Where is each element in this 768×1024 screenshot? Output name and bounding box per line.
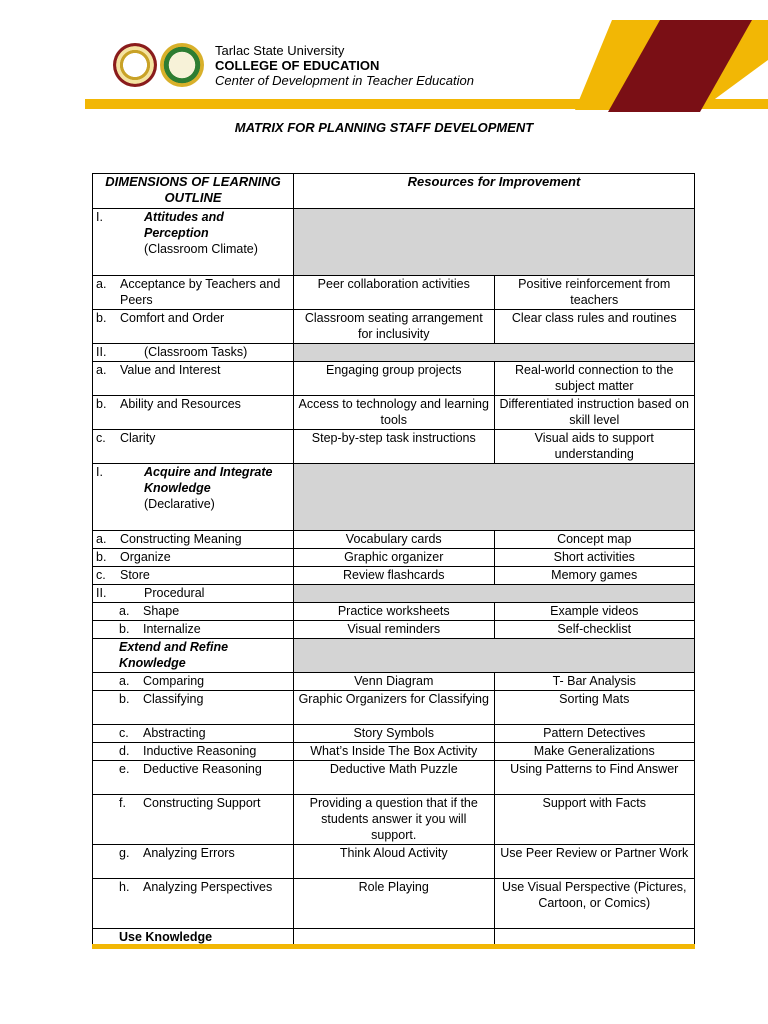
- row-letter: b.: [119, 692, 130, 706]
- resource-cell-2: Use Visual Perspective (Pictures, Cartoon, or Comics): [494, 879, 695, 929]
- resource-cell-1: Access to technology and learning tools: [294, 396, 495, 430]
- table-row: [93, 621, 695, 639]
- resource-cell-2: Short activities: [494, 549, 695, 567]
- header-dimensions: DIMENSIONS OF LEARNING OUTLINE: [93, 174, 294, 209]
- row-letter: b.: [96, 311, 107, 325]
- dimension-cell: [93, 209, 294, 276]
- table-row: [93, 673, 695, 691]
- dimension-cell: [93, 621, 294, 639]
- university-name: Tarlac State University: [215, 43, 345, 58]
- dimension-cell: [93, 549, 294, 567]
- resource-cell-1: Peer collaboration activities: [294, 276, 495, 310]
- table-row: [93, 396, 695, 430]
- row-letter: a.: [119, 674, 130, 688]
- item-label: Classifying: [143, 692, 204, 706]
- table-row: [93, 430, 695, 464]
- resource-cell-2: Sorting Mats: [494, 691, 695, 725]
- resource-cell-2: Real-world connection to the subject matter: [494, 362, 695, 396]
- section-text: [144, 209, 290, 257]
- resource-cell-1: Practice worksheets: [294, 603, 495, 621]
- resource-cell-2: Use Peer Review or Partner Work: [494, 845, 695, 879]
- resource-cell-1: Role Playing: [294, 879, 495, 929]
- resource-cell-2: Support with Facts: [494, 795, 695, 845]
- planning-matrix-table: [92, 173, 695, 947]
- table-row: [93, 531, 695, 549]
- dimension-cell: [93, 585, 294, 603]
- resource-cell-1: Step-by-step task instructions: [294, 430, 495, 464]
- resource-cell-1: Graphic organizer: [294, 549, 495, 567]
- table-row: [93, 310, 695, 344]
- dimension-label: [96, 725, 290, 741]
- section-title: Procedural: [144, 586, 205, 600]
- dimension-cell: [93, 396, 294, 430]
- dimension-cell: [93, 639, 294, 673]
- table-row: [93, 639, 695, 673]
- row-letter: II.: [96, 345, 107, 359]
- item-label: Comfort and Order: [120, 311, 225, 325]
- row-letter: c.: [96, 568, 106, 582]
- shaded-cell: [294, 639, 695, 673]
- section-heading: Extend and Refine Knowledge: [119, 640, 229, 670]
- row-letter: b.: [119, 622, 130, 636]
- dimension-label: [96, 549, 290, 565]
- resource-cell-1: Visual reminders: [294, 621, 495, 639]
- resource-cell-2: Visual aids to support understanding: [494, 430, 695, 464]
- dimension-cell: [93, 430, 294, 464]
- college-name: COLLEGE OF EDUCATION: [215, 58, 380, 73]
- table-row: [93, 549, 695, 567]
- dimension-label: [96, 691, 290, 707]
- section-subtitle: (Classroom Climate): [144, 242, 258, 256]
- college-seal-logo: [160, 43, 204, 87]
- shaded-cell: [294, 464, 695, 531]
- dimension-cell: [93, 761, 294, 795]
- resource-cell-1: Deductive Math Puzzle: [294, 761, 495, 795]
- resource-cell-2: Using Patterns to Find Answer: [494, 761, 695, 795]
- item-label: Ability and Resources: [120, 397, 241, 411]
- table-row: [93, 691, 695, 725]
- resource-cell-2: Concept map: [494, 531, 695, 549]
- header-resources: Resources for Improvement: [294, 174, 695, 209]
- dimension-label: [96, 603, 290, 619]
- table-row: [93, 761, 695, 795]
- item-label: Analyzing Perspectives: [143, 880, 273, 894]
- center-name: Center of Development in Teacher Education: [215, 73, 474, 88]
- item-label: Organize: [120, 550, 171, 564]
- item-label: Deductive Reasoning: [143, 762, 262, 776]
- dimension-label: [96, 879, 290, 895]
- item-label: Acceptance by Teachers and Peers: [120, 277, 281, 307]
- dimension-cell: [93, 673, 294, 691]
- dimension-cell: [93, 567, 294, 585]
- dimension-label: [96, 430, 290, 446]
- tsu-seal-logo: [113, 43, 157, 87]
- dimension-cell: [93, 362, 294, 396]
- dimension-label: [96, 344, 290, 360]
- row-letter: g.: [119, 846, 130, 860]
- dimension-label: [96, 464, 290, 512]
- dimension-label: [96, 396, 290, 412]
- dimension-cell: [93, 310, 294, 344]
- dimension-cell: [93, 603, 294, 621]
- row-letter: a.: [96, 277, 107, 291]
- resource-cell-1: Story Symbols: [294, 725, 495, 743]
- dimension-label: [96, 845, 290, 861]
- resource-cell-1: Providing a question that if the students answer it you will support.: [294, 795, 495, 845]
- resource-cell-1: Graphic Organizers for Classifying: [294, 691, 495, 725]
- table-row: [93, 276, 695, 310]
- dimension-label: [96, 531, 290, 547]
- section-subtitle: (Declarative): [144, 497, 215, 511]
- resource-cell-2: T- Bar Analysis: [494, 673, 695, 691]
- page-header: [0, 0, 768, 115]
- row-letter: h.: [119, 880, 130, 894]
- dimension-cell: [93, 845, 294, 879]
- section-title: (Classroom Tasks): [144, 345, 248, 359]
- row-letter: I.: [96, 465, 103, 479]
- resource-cell-2: Differentiated instruction based on skill level: [494, 396, 695, 430]
- table-body: [93, 209, 695, 947]
- table-row: [93, 795, 695, 845]
- shaded-cell: [294, 209, 695, 276]
- resource-cell-2: Self-checklist: [494, 621, 695, 639]
- section-title: Acquire and Integrate Knowledge: [144, 465, 273, 495]
- item-label: Inductive Reasoning: [143, 744, 257, 758]
- footer-gold-line: [92, 944, 695, 949]
- table-row: [93, 603, 695, 621]
- item-label: Value and Interest: [120, 363, 221, 377]
- table-row: [93, 725, 695, 743]
- dimension-label: [96, 761, 290, 777]
- table-row: [93, 362, 695, 396]
- row-letter: c.: [119, 726, 129, 740]
- resource-cell-1: Review flashcards: [294, 567, 495, 585]
- resource-cell-1: Vocabulary cards: [294, 531, 495, 549]
- dimension-label: [96, 621, 290, 637]
- row-letter: a.: [96, 532, 107, 546]
- resource-cell-1: What’s Inside The Box Activity: [294, 743, 495, 761]
- dimension-cell: [93, 531, 294, 549]
- dimension-label: [96, 929, 290, 945]
- dimension-label: [96, 310, 290, 326]
- row-letter: a.: [96, 363, 107, 377]
- document-title: MATRIX FOR PLANNING STAFF DEVELOPMENT: [234, 120, 534, 135]
- item-label: Store: [120, 568, 150, 582]
- resource-cell-2: Make Generalizations: [494, 743, 695, 761]
- row-letter: f.: [119, 796, 126, 810]
- section-heading: Use Knowledge: [119, 930, 213, 944]
- row-letter: e.: [119, 762, 130, 776]
- dimension-cell: [93, 725, 294, 743]
- dimension-cell: [93, 879, 294, 929]
- resource-cell-1: Engaging group projects: [294, 362, 495, 396]
- table-row: [93, 845, 695, 879]
- table-row: [93, 464, 695, 531]
- dimension-cell: [93, 691, 294, 725]
- table-row: [93, 743, 695, 761]
- table-row: [93, 344, 695, 362]
- shaded-cell: [294, 585, 695, 603]
- table-row: [93, 879, 695, 929]
- item-label: Analyzing Errors: [143, 846, 235, 860]
- dimension-label: [96, 673, 290, 689]
- resource-cell-1: Classroom seating arrangement for inclusivity: [294, 310, 495, 344]
- table-row: [93, 585, 695, 603]
- dimension-cell: [93, 464, 294, 531]
- item-label: Abstracting: [143, 726, 206, 740]
- row-letter: a.: [119, 604, 130, 618]
- resource-cell-2: Pattern Detectives: [494, 725, 695, 743]
- resource-cell-1: Think Aloud Activity: [294, 845, 495, 879]
- shaded-cell: [294, 344, 695, 362]
- dimension-label: [96, 276, 290, 308]
- row-letter: II.: [96, 586, 107, 600]
- dimension-label: [96, 209, 290, 257]
- row-letter: c.: [96, 431, 106, 445]
- dimension-label: [96, 743, 290, 759]
- item-label: Clarity: [120, 431, 156, 445]
- item-label: Internalize: [143, 622, 201, 636]
- table-row: [93, 567, 695, 585]
- row-letter: b.: [96, 550, 107, 564]
- row-letter: b.: [96, 397, 107, 411]
- dimension-cell: [93, 795, 294, 845]
- row-letter: d.: [119, 744, 130, 758]
- dimension-label: [96, 585, 290, 601]
- dimension-cell: [93, 344, 294, 362]
- section-title: Attitudes and Perception: [144, 210, 224, 240]
- dimension-label: [96, 795, 290, 811]
- dimension-cell: [93, 276, 294, 310]
- section-text: [144, 464, 290, 512]
- table-header-row: [93, 174, 695, 209]
- header-text: [215, 43, 474, 88]
- resource-cell-1: Venn Diagram: [294, 673, 495, 691]
- dimension-label: [96, 639, 290, 671]
- dimension-label: [96, 362, 290, 378]
- item-label: Constructing Meaning: [120, 532, 242, 546]
- resource-cell-2: Positive reinforcement from teachers: [494, 276, 695, 310]
- row-letter: I.: [96, 210, 103, 224]
- dimension-label: [96, 567, 290, 583]
- item-label: Shape: [143, 604, 180, 618]
- resource-cell-2: Example videos: [494, 603, 695, 621]
- resource-cell-2: Clear class rules and routines: [494, 310, 695, 344]
- resource-cell-2: Memory games: [494, 567, 695, 585]
- table-row: [93, 209, 695, 276]
- dimension-cell: [93, 743, 294, 761]
- item-label: Comparing: [143, 674, 205, 688]
- item-label: Constructing Support: [143, 796, 261, 810]
